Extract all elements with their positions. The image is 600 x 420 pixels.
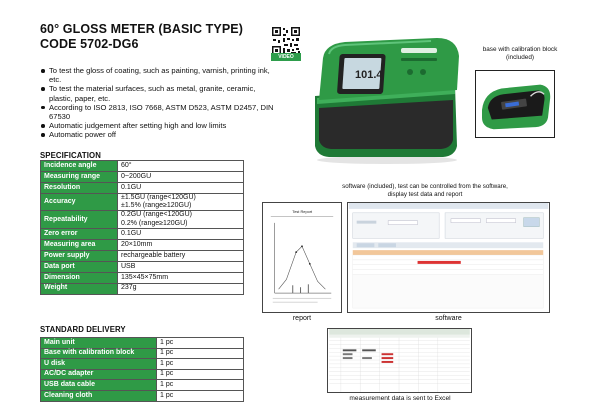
table-row xyxy=(41,359,244,370)
spec-value: 135×45×75mm xyxy=(118,272,244,283)
table-row xyxy=(41,369,244,380)
table-row xyxy=(41,390,244,401)
spec-key: Power supply xyxy=(41,251,118,262)
table-row xyxy=(41,261,244,272)
delivery-value: 1 pc xyxy=(157,369,244,380)
block-caption-line: (included) xyxy=(505,54,535,61)
table-row xyxy=(41,380,244,391)
spec-value-line: 0.2GU (range<120GU) xyxy=(121,211,193,219)
gloss-meter-image xyxy=(305,36,465,164)
spec-key: Incidence angle xyxy=(41,161,118,172)
report-image xyxy=(262,202,342,313)
product-code: CODE 5702-DG6 xyxy=(40,37,139,51)
table-row xyxy=(41,193,244,211)
delivery-key: Main unit xyxy=(41,338,157,349)
specification-table xyxy=(40,160,244,295)
delivery-value: 1 pc xyxy=(157,359,244,370)
spec-key: Measuring area xyxy=(41,240,118,251)
software-image-caption: software xyxy=(435,315,462,322)
table-row xyxy=(41,229,244,240)
delivery-key: U disk xyxy=(41,359,157,370)
spec-key: Accuracy xyxy=(41,193,118,211)
spec-value-multi xyxy=(118,211,244,229)
delivery-value: 1 pc xyxy=(157,380,244,391)
spec-value: rechargeable battery xyxy=(118,251,244,262)
video-label[interactable]: VIDEO xyxy=(271,53,301,61)
delivery-value: 1 pc xyxy=(157,338,244,349)
excel-image xyxy=(327,328,472,393)
feature-item: To test the gloss of coating, such as painting, varnish, printing ink, etc. xyxy=(40,66,278,84)
table-row xyxy=(41,272,244,283)
table-row xyxy=(41,338,244,349)
spec-key: Data port xyxy=(41,261,118,272)
feature-item: According to ISO 2813, ISO 7668, ASTM D523, ASTM D2457, DIN 67530 xyxy=(40,103,278,121)
spec-value-multi xyxy=(118,193,244,211)
delivery-heading: STANDARD DELIVERY xyxy=(40,325,126,334)
block-caption-line: base with calibration block xyxy=(482,46,558,53)
delivery-value: 1 pc xyxy=(157,348,244,359)
delivery-key: USB data cable xyxy=(41,380,157,391)
product-title: 60° GLOSS METER (BASIC TYPE) xyxy=(40,22,243,36)
spec-value-line: ±1.5% (range≥120GU) xyxy=(121,202,192,210)
delivery-key: AC/DC adapter xyxy=(41,369,157,380)
software-caption-line: software (included), test can be controlled from the software, xyxy=(342,183,508,190)
spec-value-line: ±1.5GU (range<120GU) xyxy=(121,193,196,201)
delivery-value: 1 pc xyxy=(157,390,244,401)
spec-value-line: 0.2% (range≥120GU) xyxy=(121,219,188,227)
delivery-table xyxy=(40,337,244,402)
report-title: Test Report xyxy=(292,209,313,215)
spec-key: Zero error xyxy=(41,229,118,240)
spec-key: Weight xyxy=(41,283,118,294)
spec-value: USB xyxy=(118,261,244,272)
calibration-base-image xyxy=(475,70,555,138)
block-caption xyxy=(470,46,570,62)
feature-item: Automatic power off xyxy=(40,130,278,139)
table-row xyxy=(41,161,244,172)
delivery-key: Cleaning cloth xyxy=(41,390,157,401)
spec-key: Repeatability xyxy=(41,211,118,229)
page-title xyxy=(40,22,243,52)
spec-key: Resolution xyxy=(41,182,118,193)
report-caption: report xyxy=(292,315,312,322)
spec-value: 60° xyxy=(118,161,244,172)
table-row xyxy=(41,171,244,182)
spec-key: Dimension xyxy=(41,272,118,283)
table-row xyxy=(41,182,244,193)
spec-value: 0.1GU xyxy=(118,182,244,193)
spec-value: 237g xyxy=(118,283,244,294)
software-image xyxy=(347,202,550,313)
table-row xyxy=(41,348,244,359)
software-caption xyxy=(300,183,550,199)
spec-key: Measuring range xyxy=(41,171,118,182)
table-row xyxy=(41,283,244,294)
table-row xyxy=(41,211,244,229)
table-row xyxy=(41,240,244,251)
excel-caption: measurement data is sent to Excel xyxy=(349,395,451,402)
device-display-value: 101.4 xyxy=(355,69,383,81)
spec-value: 20×10mm xyxy=(118,240,244,251)
feature-item: Automatic judgement after setting high and low limits xyxy=(40,121,278,130)
feature-item: To test the material surfaces, such as metal, granite, ceramic, plastic, paper, etc. xyxy=(40,84,278,102)
specification-heading: SPECIFICATION xyxy=(40,151,101,160)
table-row xyxy=(41,251,244,262)
spec-value: 0.1GU xyxy=(118,229,244,240)
feature-list xyxy=(40,66,278,140)
spec-value: 0~200GU xyxy=(118,171,244,182)
delivery-key: Base with calibration block xyxy=(41,348,157,359)
software-caption-line: display test data and report xyxy=(387,191,463,198)
